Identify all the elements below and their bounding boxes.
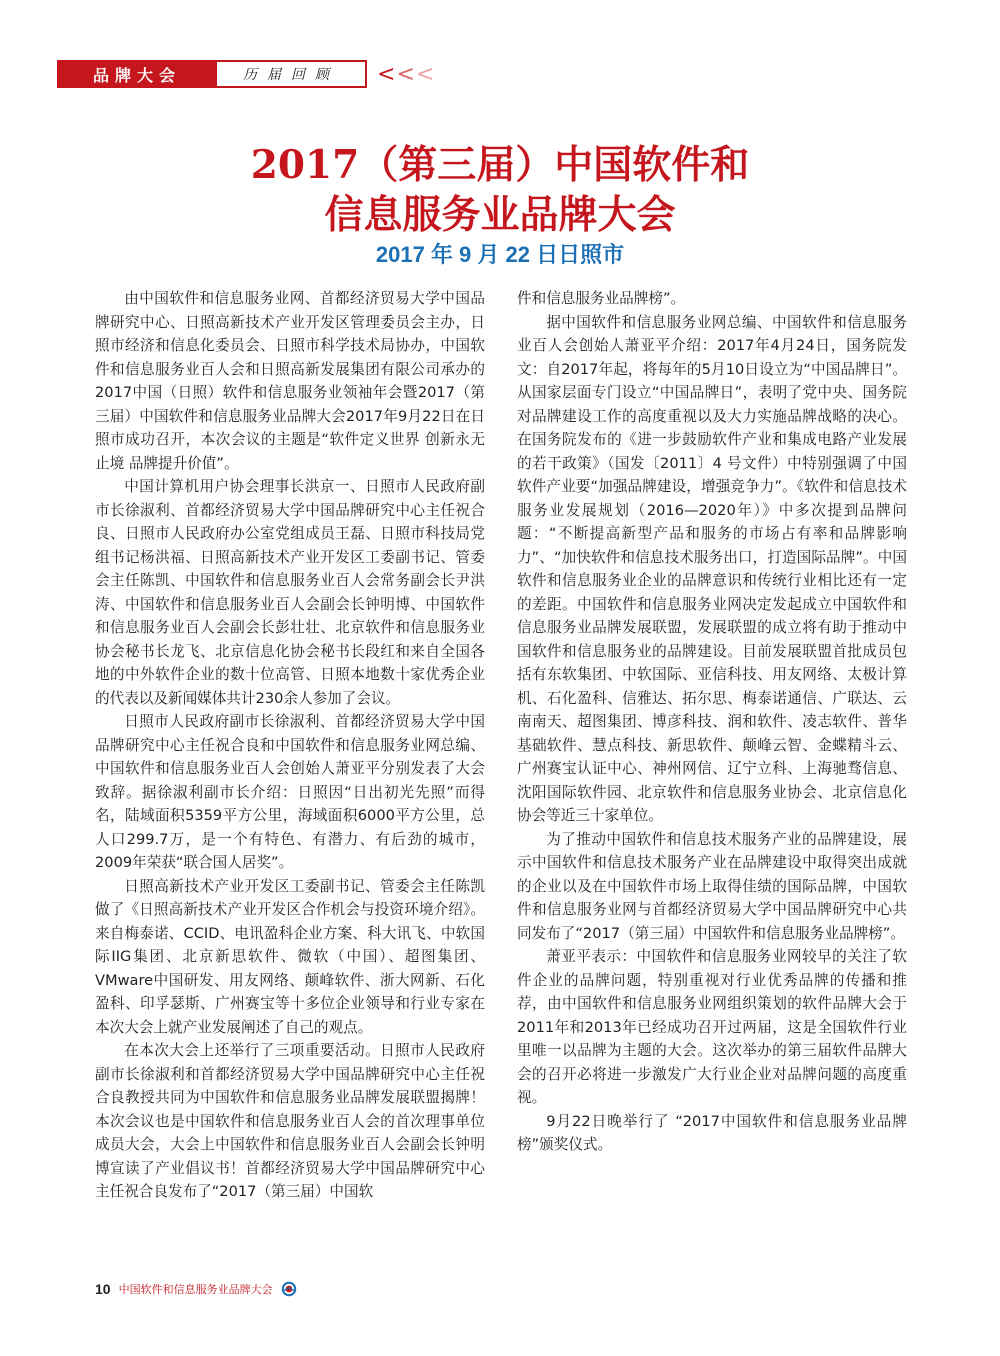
article-subtitle: 2017 年 9 月 22 日日照市 (375, 242, 625, 267)
header-arrows-icon (377, 60, 435, 88)
section-header (57, 60, 367, 88)
arrow-left-icon: < (396, 61, 416, 87)
publication-name: 中国软件和信息服务业品牌大会 (118, 1283, 273, 1296)
article-title-line2: 信息服务业品牌大会 (324, 192, 676, 238)
paragraph: 萧亚平表示：中国软件和信息服务业网较早的关注了软件企业的品牌问题，特别重视对行业优秀品牌的传播和推荐，由中国软件和信息服务业网组织策划的软件品牌大会于2011年和2013年已经成功召开过两届，这是全国软件行业里唯一以品牌为主题的大会。这次举办的第三届软件品牌大会的召开必将进一步激发广大行业企业对品牌问题的高度重视。 (517, 948, 907, 1106)
article-title-line1: 2017（第三届）中国软件和 (250, 142, 750, 188)
arrow-left-icon: < (415, 61, 436, 87)
paragraph: 日照市人民政府副市长徐淑利、首都经济贸易大学中国品牌研究中心主任祝合良和中国软件和信息服务业网总编、中国软件和信息服务业百人会创始人萧亚平分别发表了大会致辞。据徐淑利副市长介绍：日照因“日出初光先照”而得名，陆域面积5359平方公里，海域面积6000平方公里，总人口299.7万，是一个有特色、有潜力、有后劲的城市，2009年荣获“联合国人居奖”。 (95, 713, 485, 871)
paragraph: 由中国软件和信息服务业网、首都经济贸易大学中国品牌研究中心、日照高新技术产业开发区管理委员会主办，日照市经济和信息化委员会、日照市科学技术局协办，中国软件和信息服务业百人会和日照高新发展集团有限公司承办的2017中国（日照）软件和信息服务业领袖年会暨2017（第三届）中国软件和信息服务业品牌大会2017年9月22日在日照市成功召开，本次会议的主题是“软件定义世界 创新永无止境 品牌提升价值”。 (95, 290, 485, 472)
subsection-label: 历届回顾 (217, 60, 367, 88)
page-number: 10 (95, 1281, 111, 1297)
conference-logo-icon (281, 1281, 297, 1297)
paragraph: 中国计算机用户协会理事长洪京一、日照市人民政府副市长徐淑利、首都经济贸易大学中国品牌研究中心主任祝合良、日照市人民政府办公室党组成员王磊、日照市科技局党组书记杨洪福、日照高新技术产业开发区工委副书记、管委会主任陈凯、中国软件和信息服务业百人会常务副会长尹洪涛、中国软件和信息服务业百人会副会长钟明博、中国软件和信息服务业百人会副会长彭壮壮、北京软件和信息服务业协会秘书长龙飞、北京信息化协会秘书长段红和来自全国各地的中外软件企业的数十位高管、日照本地数十家优秀企业的代表以及新闻媒体共计230余人参加了会议。 (95, 478, 485, 707)
page-footer (95, 1279, 297, 1299)
left-column (95, 287, 485, 1204)
paragraph: 9月22日晚举行了 “2017中国软件和信息服务业品牌榜”颁奖仪式。 (517, 1112, 907, 1153)
paragraph: 据中国软件和信息服务业网总编、中国软件和信息服务业百人会创始人萧亚平介绍：2017年4月24日，国务院发文：自2017年起，将每年的5月10日设立为“中国品牌日”。从国家层面专门设立“中国品牌日”，表明了党中央、国务院对品牌建设工作的高度重视以及大力实施品牌战略的决心。在国务院发布的《进一步鼓励软件产业和集成电路产业发展的若干政策》（国发〔2011〕4 号文件）中特别强调了中国软件产业要“加强品牌建设，增强竞争力”。《软件和信息技术服务业发展规划（2016—2020年）》中多次提到品牌问题：“不断提高新型产品和服务的市场占有率和品牌影响力”、“加快软件和信息技术服务出口，打造国际品牌”。中国软件和信息服务业企业的品牌意识和传统行业相比还有一定的差距。中国软件和信息服务业网决定发起成立中国软件和信息服务业品牌发展联盟，发展联盟的成立将有助于推动中国软件和信息服务业的品牌建设。目前发展联盟首批成员包括有东软集团、中软国际、亚信科技、用友网络、太极计算机、石化盈科、信雅达、拓尔思、梅泰诺通信、广联达、云南南天、超图集团、博彦科技、润和软件、凌志软件、普华基础软件、慧点科技、新思软件、颠峰云智、金蝶精斗云、广州赛宝认证中心、神州网信、辽宁立科、上海驰骛信息、沈阳国际软件园、北京软件和信息服务业协会、北京信息化协会等近三十家单位。 (517, 313, 907, 824)
paragraph: 日照高新技术产业开发区工委副书记、管委会主任陈凯做了《日照高新技术产业开发区合作机会与投资环境介绍》。来自梅泰诺、CCID、电讯盈科企业方案、科大讯飞、中软国际IIG集团、北京新思软件、微软（中国）、超图集团、VMware中国研发、用友网络、颠峰软件、浙大网新、石化盈科、印孚瑟斯、广州赛宝等十多位企业领导和行业专家在本次大会上就产业发展阐述了自己的观点。 (95, 877, 485, 1036)
paragraph: 为了推动中国软件和信息技术服务产业的品牌建设，展示中国软件和信息技术服务产业在品牌建设中取得突出成就的企业以及在中国软件市场上取得佳绩的国际品牌，中国软件和信息服务业网与首都经济贸易大学中国品牌研究中心共同发布了“2017（第三届）中国软件和信息服务业品牌榜”。 (517, 830, 907, 942)
paragraph-continuation: 件和信息服务业品牌榜”。 (517, 290, 686, 307)
right-column (517, 287, 907, 1157)
section-label: 品牌大会 (57, 60, 217, 88)
arrow-left-icon: < (377, 61, 397, 87)
paragraph: 在本次大会上还举行了三项重要活动。日照市人民政府副市长徐淑利和首都经济贸易大学中国品牌研究中心主任祝合良教授共同为中国软件和信息服务业品牌发展联盟揭牌！本次会议也是中国软件和信息服务业百人会的首次理事单位成员大会，大会上中国软件和信息服务业百人会副会长钟明博宣读了产业倡议书！首都经济贸易大学中国品牌研究中心主任祝合良发布了“2017（第三届）中国软 (95, 1042, 485, 1200)
